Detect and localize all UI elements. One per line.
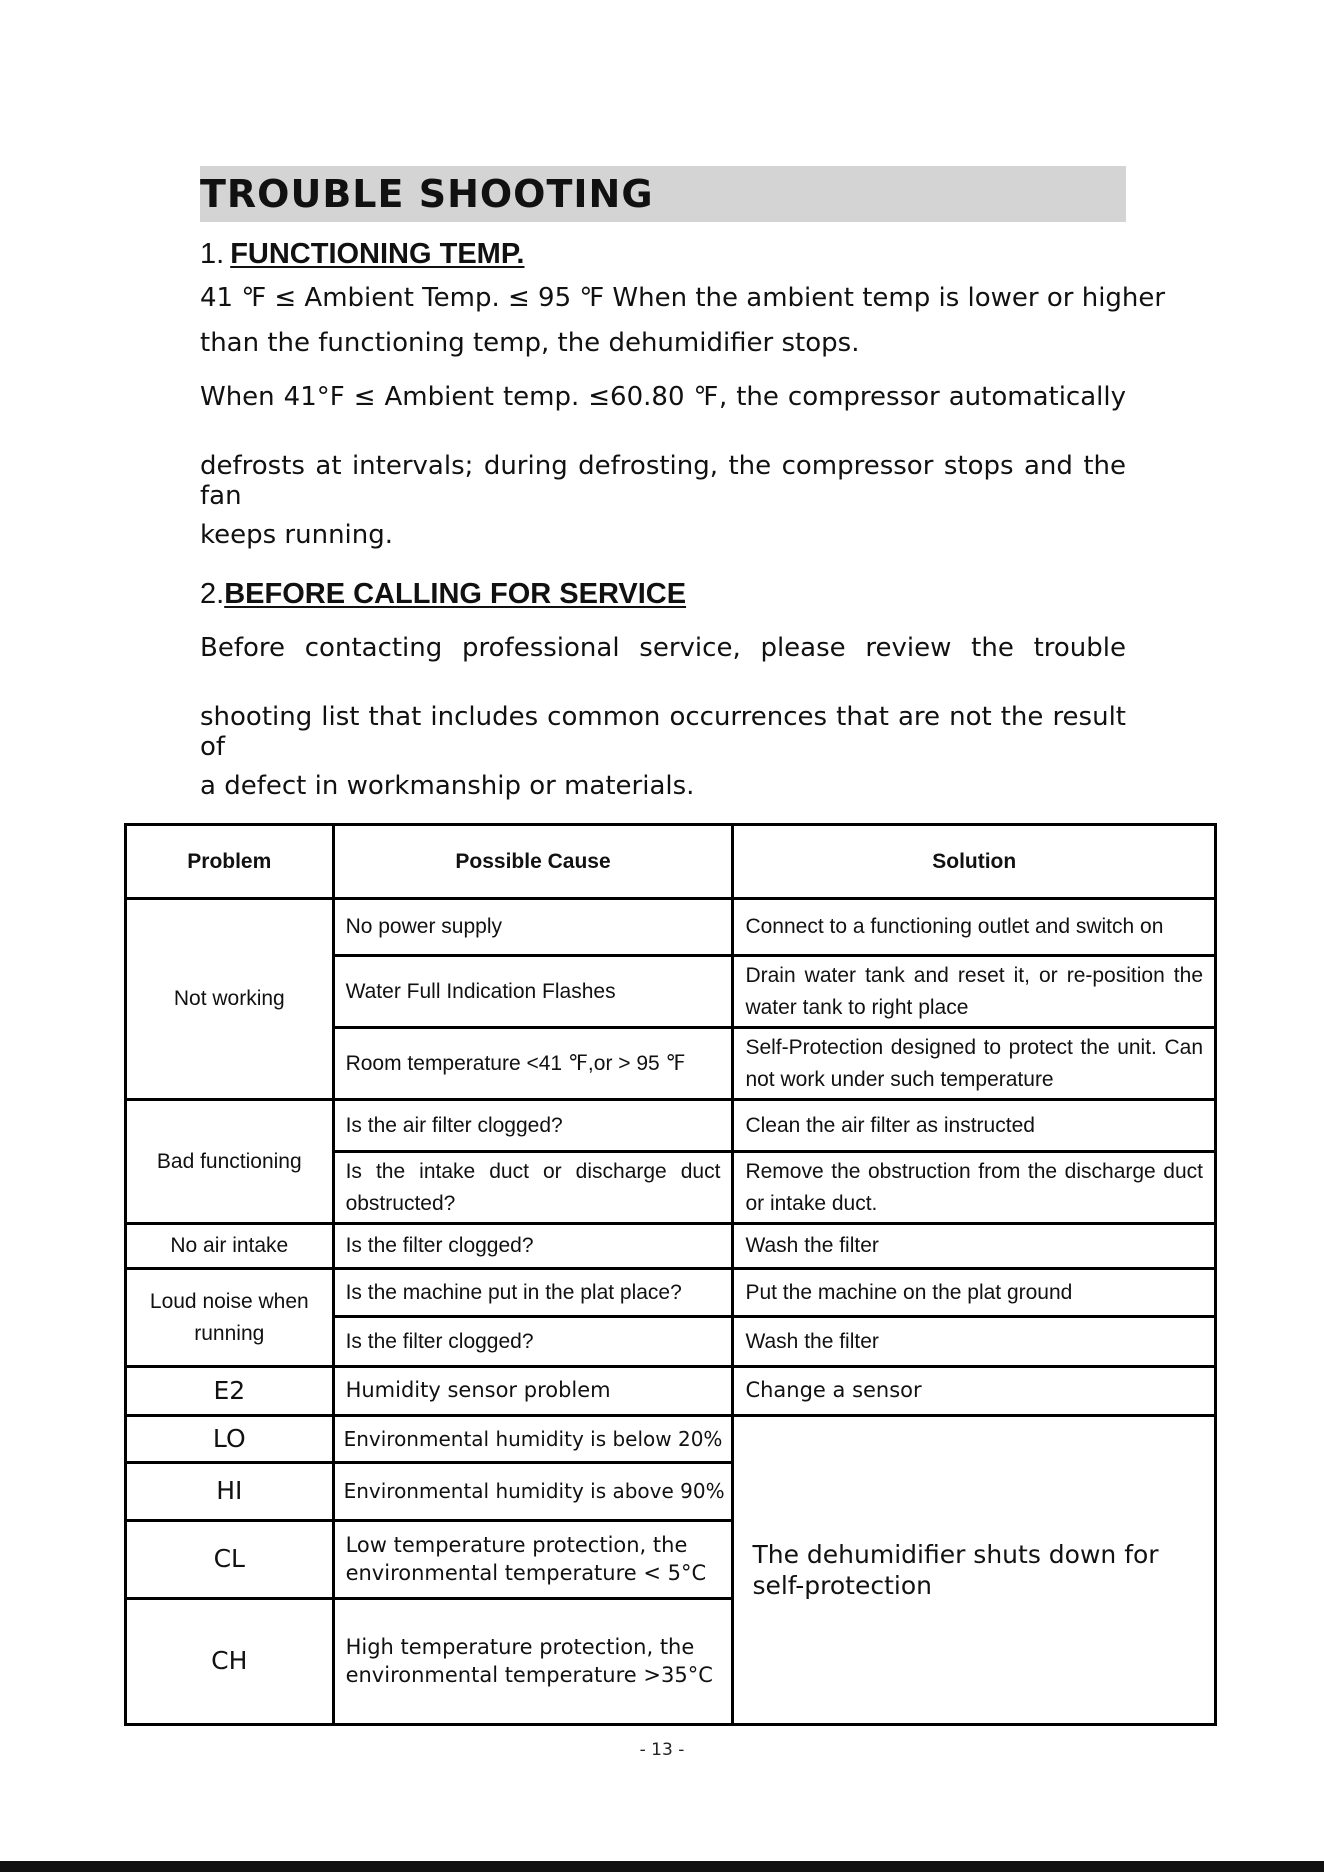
problem-loud-noise: Loud noise when running: [126, 1269, 334, 1367]
code-cl: CL: [126, 1520, 334, 1598]
code-hi: HI: [126, 1462, 334, 1520]
troubleshooting-table: [124, 823, 1217, 1726]
solution-duct-obstructed: Remove the obstruction from the discharge duct or intake duct.: [733, 1152, 1216, 1224]
cause-humidity-below: Environmental humidity is below 20%: [333, 1416, 733, 1463]
cause-plat-place: Is the machine put in the plat place?: [333, 1269, 733, 1317]
code-ch: CH: [126, 1598, 334, 1724]
problem-not-working: Not working: [126, 899, 334, 1100]
header-solution: Solution: [733, 825, 1216, 899]
section-1-line-2: than the functioning temp, the dehumidifier stops.: [200, 328, 860, 358]
cause-room-temperature: Room temperature <41 ℉,or > 95 ℉: [333, 1028, 733, 1100]
section-2-heading: [200, 578, 686, 611]
section-2-line-1: Before contacting professional service, please review the trouble: [200, 633, 1126, 663]
header-problem: Problem: [126, 825, 334, 899]
solution-wash-filter-noise: Wash the filter: [733, 1317, 1216, 1367]
table-row: [126, 1100, 1216, 1152]
section-1-title: FUNCTIONING TEMP.: [230, 238, 525, 270]
section-2-number: 2.: [200, 578, 225, 610]
table-row: [126, 1367, 1216, 1416]
solution-self-protection: The dehumidifier shuts down for self-protection: [733, 1416, 1216, 1725]
solution-change-sensor: Change a sensor: [733, 1367, 1216, 1416]
section-1-line-3: When 41°F ≤ Ambient temp. ≤60.80 ℉, the compressor automatically: [200, 382, 1126, 412]
section-1-line-4: defrosts at intervals; during defrosting, the compressor stops and the fan: [200, 451, 1126, 511]
code-e2: E2: [126, 1367, 334, 1416]
cause-water-full: Water Full Indication Flashes: [333, 956, 733, 1028]
page-title: TROUBLE SHOOTING: [200, 172, 654, 216]
solution-water-full: Drain water tank and reset it, or re-position the water tank to right place: [733, 956, 1216, 1028]
table-row: [126, 899, 1216, 956]
section-2-line-3: a defect in workmanship or materials.: [200, 771, 695, 801]
table-row: [126, 1224, 1216, 1269]
cause-duct-obstructed: Is the intake duct or discharge duct obstructed?: [333, 1152, 733, 1224]
problem-bad-functioning: Bad functioning: [126, 1100, 334, 1224]
table-row: [126, 1269, 1216, 1317]
table-row: [126, 1416, 1216, 1463]
section-1-number: 1.: [200, 238, 225, 270]
cause-high-temperature: High temperature protection, the environmental temperature >35°C: [333, 1598, 733, 1724]
solution-air-filter: Clean the air filter as instructed: [733, 1100, 1216, 1152]
section-2-line-2: shooting list that includes common occurrences that are not the result of: [200, 702, 1126, 762]
section-1-line-1: 41 ℉ ≤ Ambient Temp. ≤ 95 ℉ When the ambient temp is lower or higher: [200, 283, 1166, 313]
section-2-title: BEFORE CALLING FOR SERVICE: [224, 578, 687, 610]
solution-plat-ground: Put the machine on the plat ground: [733, 1269, 1216, 1317]
cause-humidity-sensor: Humidity sensor problem: [333, 1367, 733, 1416]
table-header-row: [126, 825, 1216, 899]
cause-filter-clogged-noise: Is the filter clogged?: [333, 1317, 733, 1367]
section-1-line-5: keeps running.: [200, 520, 394, 550]
page-number: - 13 -: [639, 1740, 685, 1760]
cause-filter-clogged: Is the filter clogged?: [333, 1224, 733, 1269]
bottom-border: [0, 1861, 1324, 1872]
code-lo: LO: [126, 1416, 334, 1463]
solution-room-temperature: Self-Protection designed to protect the unit. Can not work under such temperature: [733, 1028, 1216, 1100]
cause-humidity-above: Environmental humidity is above 90%: [333, 1462, 733, 1520]
solution-wash-filter: Wash the filter: [733, 1224, 1216, 1269]
cause-low-temperature: Low temperature protection, the environmental temperature < 5°C: [333, 1520, 733, 1598]
problem-no-air-intake: No air intake: [126, 1224, 334, 1269]
header-possible-cause: Possible Cause: [333, 825, 733, 899]
solution-no-power: Connect to a functioning outlet and switch on: [733, 899, 1216, 956]
cause-no-power: No power supply: [333, 899, 733, 956]
cause-air-filter: Is the air filter clogged?: [333, 1100, 733, 1152]
section-1-heading: [200, 238, 525, 271]
